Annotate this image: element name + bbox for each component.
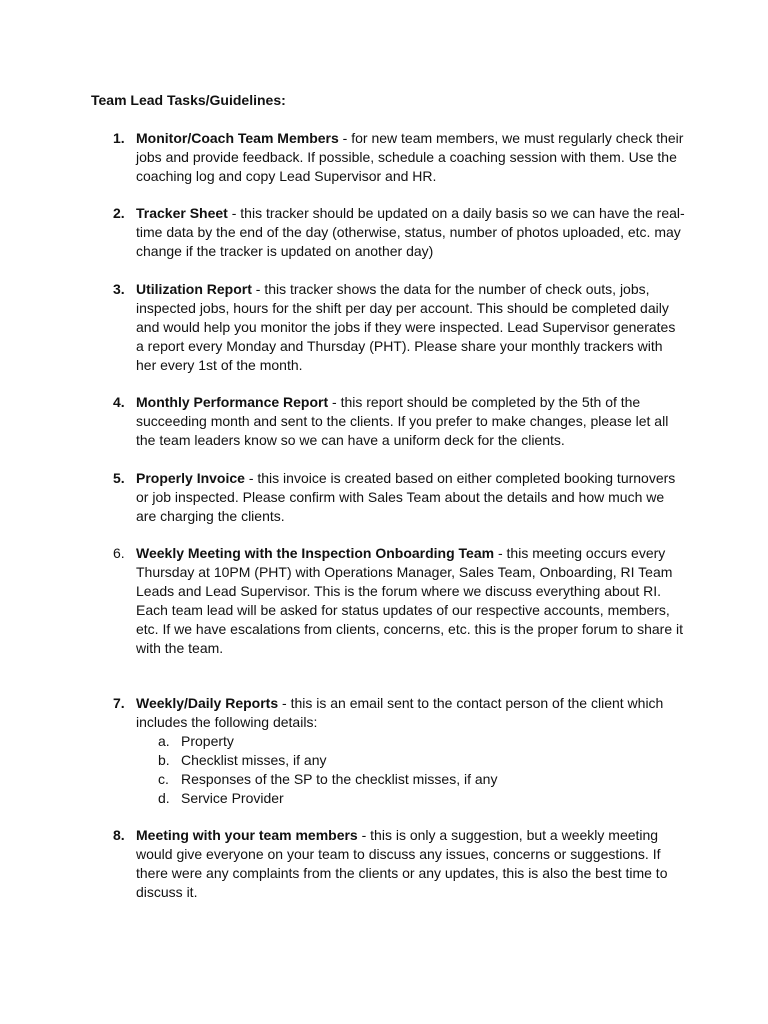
item-text: a report every Monday and Thursday (PHT). Please share your monthly trackers with [136,338,663,354]
list-item-text: Property [181,733,234,749]
list-item [158,732,693,751]
item-text: or job inspected. Please confirm with Sales Team about the details and how much we [136,489,665,505]
guideline-item-4 [113,393,693,450]
item-number: 1. [113,130,125,146]
item-heading: Monthly Performance Report [136,394,329,410]
list-item-text: Checklist misses, if any [181,752,327,768]
list-item-letter: c. [158,771,169,787]
item-text: discuss it. [136,884,198,900]
item-number: 8. [113,827,125,843]
item-number: 5. [113,470,125,486]
item-heading: Weekly Meeting with the Inspection Onboarding Team [136,545,495,561]
item-text: - this is only a suggestion, but a weekly meeting [357,827,659,843]
item-heading: Meeting with your team members [136,827,358,843]
list-item-letter: a. [158,733,170,749]
list-item-text: Service Provider [181,790,284,806]
item-text: - this invoice is created based on either completed booking turnovers [244,470,676,486]
item-text: - this tracker should be updated on a daily basis so we can have the real- [227,205,685,221]
item-number: 7. [113,695,125,711]
item-text: her every 1st of the month. [136,357,303,373]
list-item [158,751,693,770]
document-title: Team Lead Tasks/Guidelines: [91,92,286,108]
guideline-item-1 [113,129,693,186]
guideline-item-3 [113,280,693,375]
list-item-text: Responses of the SP to the checklist misses, if any [181,771,498,787]
item-text: time data by the end of the day (otherwise, status, number of photos uploaded, etc. may [136,224,681,240]
item-number: 2. [113,205,125,221]
item-text: the team leaders know so we can have a uniform deck for the clients. [136,432,565,448]
item-text: change if the tracker is updated on another day) [136,243,434,259]
list-item-letter: b. [158,752,170,768]
item-heading: Utilization Report [136,281,252,297]
item-number: 6. [113,545,125,561]
item-text: - this report should be completed by the 5th of the [328,394,641,410]
guideline-item-6 [113,544,693,658]
item-heading: Tracker Sheet [136,205,228,221]
guideline-item-5 [113,469,693,526]
item-heading: Properly Invoice [136,470,245,486]
item-text: with the team. [136,640,224,656]
item-number: 4. [113,394,125,410]
item-number: 3. [113,281,125,297]
item-text: Thursday at 10PM (PHT) with Operations Manager, Sales Team, Onboarding, RI Team [136,564,673,580]
item-text: succeeding month and sent to the clients. If you prefer to make changes, please let all [136,413,669,429]
guideline-item-7 [113,694,693,808]
details-sublist [136,732,693,808]
item-text: includes the following details: [136,714,318,730]
list-item [158,770,693,789]
item-text: - for new team members, we must regularly check their [338,130,684,146]
list-item-letter: d. [158,790,170,806]
item-text: - this tracker shows the data for the number of check outs, jobs, [251,281,650,297]
item-text: - this is an email sent to the contact person of the client which [278,695,664,711]
item-text: - this meeting occurs every [494,545,666,561]
item-heading: Weekly/Daily Reports [136,695,279,711]
item-text: coaching log and copy Lead Supervisor and HR. [136,168,437,184]
item-text: there were any complaints from the clients or any updates, this is also the best time to [136,865,668,881]
item-text: jobs and provide feedback. If possible, schedule a coaching session with them. Use the [136,149,677,165]
guideline-item-2 [113,204,693,261]
item-heading: Monitor/Coach Team Members [136,130,339,146]
item-text: Leads and Lead Supervisor. This is the forum where we discuss everything about RI. [136,583,662,599]
item-text: and would help you monitor the jobs if they were inspected. Lead Supervisor generates [136,319,676,335]
item-text: etc. If we have escalations from clients, concerns, etc. this is the proper forum to share it [136,621,684,637]
item-text: Each team lead will be asked for status updates of our respective accounts, members, [136,602,670,618]
item-text: would give everyone on your team to discuss any issues, concerns or suggestions. If [136,846,661,862]
guideline-item-8 [113,826,693,902]
item-text: inspected jobs, hours for the shift per day per account. This should be completed daily [136,300,669,316]
item-text: are charging the clients. [136,508,285,524]
list-item [158,789,693,808]
